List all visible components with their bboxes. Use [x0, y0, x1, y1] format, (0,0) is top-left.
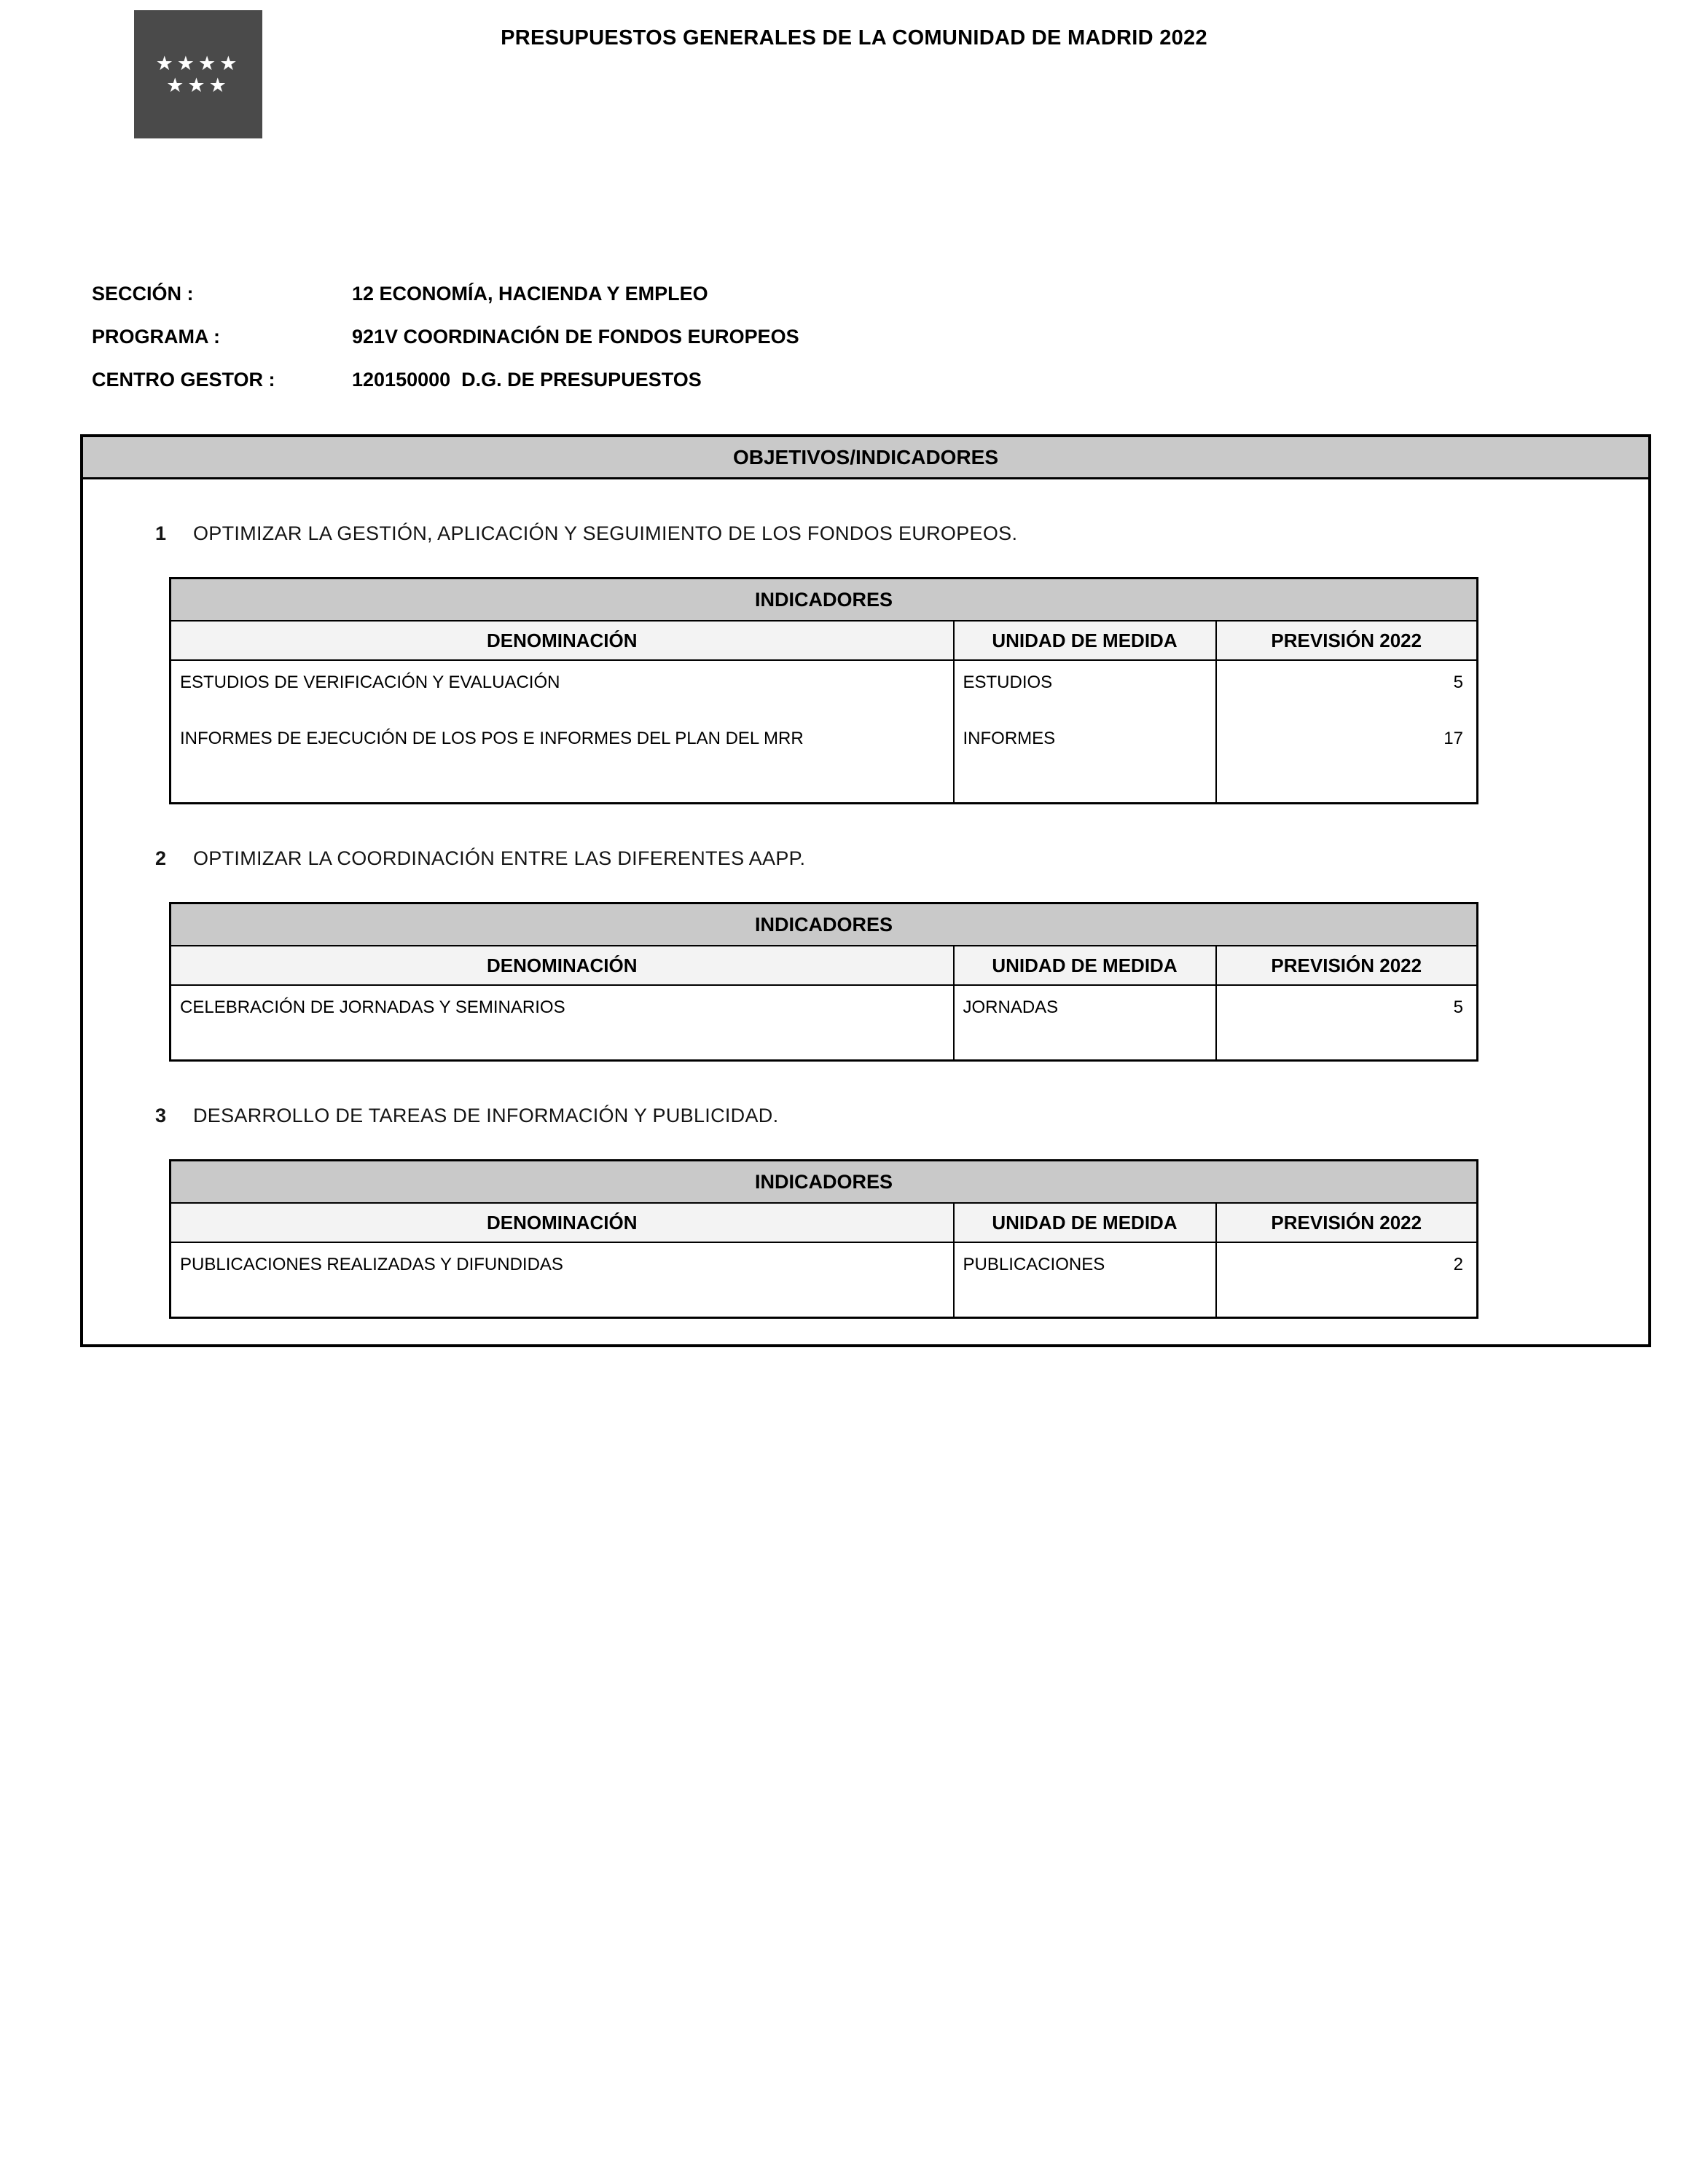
- madrid-stars-icon: [156, 52, 241, 96]
- objective-1-number: 1: [155, 522, 167, 544]
- objective-2-number: 2: [155, 847, 167, 869]
- program-meta: [0, 283, 1708, 412]
- column-prevision-2022: PREVISIÓN 2022: [1216, 1203, 1478, 1242]
- unidad-cell: PUBLICACIONES: [954, 1242, 1216, 1318]
- prevision-cell: 5: [1216, 660, 1478, 717]
- indicators-table-2-title: INDICADORES: [171, 903, 1478, 946]
- denominacion-cell: CELEBRACIÓN DE JORNADAS Y SEMINARIOS: [171, 985, 954, 1061]
- unidad-cell: ESTUDIOS: [954, 660, 1216, 717]
- column-header-row: [171, 621, 1478, 660]
- objectives-box-title: OBJETIVOS/INDICADORES: [83, 437, 1648, 479]
- indicators-title-row: [171, 579, 1478, 622]
- objective-1-text: OPTIMIZAR LA GESTIÓN, APLICACIÓN Y SEGUIMIENTO DE LOS FONDOS EUROPEOS.: [193, 522, 1018, 544]
- indicators-table-2: [169, 902, 1478, 1062]
- indicators-table-3: [169, 1159, 1478, 1319]
- programa-label: PROGRAMA :: [92, 326, 220, 348]
- objective-1-heading: [155, 522, 1648, 545]
- stars-row-bottom: ★★★: [166, 74, 230, 96]
- column-unidad-de-medida: UNIDAD DE MEDIDA: [954, 621, 1216, 660]
- column-header-row: [171, 946, 1478, 985]
- prevision-cell: 2: [1216, 1242, 1478, 1318]
- objectives-indicators-box: [80, 434, 1651, 1347]
- document-header: [0, 0, 1708, 138]
- objective-2: [83, 847, 1648, 1062]
- seccion-value: 12 ECONOMÍA, HACIENDA Y EMPLEO: [352, 283, 708, 305]
- indicator-row: [171, 985, 1478, 1061]
- centro-gestor-value: 120150000 D.G. DE PRESUPUESTOS: [352, 369, 702, 391]
- meta-row-seccion: [92, 283, 1708, 326]
- denominacion-cell: ESTUDIOS DE VERIFICACIÓN Y EVALUACIÓN: [171, 660, 954, 717]
- indicator-row: [171, 660, 1478, 717]
- column-unidad-de-medida: UNIDAD DE MEDIDA: [954, 946, 1216, 985]
- column-prevision-2022: PREVISIÓN 2022: [1216, 946, 1478, 985]
- indicator-row: [171, 717, 1478, 804]
- prevision-cell: 17: [1216, 717, 1478, 804]
- programa-value: 921V COORDINACIÓN DE FONDOS EUROPEOS: [352, 326, 799, 348]
- objective-3-number: 3: [155, 1105, 167, 1126]
- meta-row-centro-gestor: [92, 369, 1708, 412]
- column-unidad-de-medida: UNIDAD DE MEDIDA: [954, 1203, 1216, 1242]
- indicators-table-1-title: INDICADORES: [171, 579, 1478, 622]
- seccion-label: SECCIÓN :: [92, 283, 194, 305]
- column-prevision-2022: PREVISIÓN 2022: [1216, 621, 1478, 660]
- objective-2-heading: [155, 847, 1648, 870]
- column-denominacion: DENOMINACIÓN: [171, 946, 954, 985]
- objective-1: [83, 522, 1648, 804]
- prevision-cell: 5: [1216, 985, 1478, 1061]
- stars-row-top: ★★★★: [155, 52, 241, 74]
- unidad-cell: INFORMES: [954, 717, 1216, 804]
- indicators-table-3-title: INDICADORES: [171, 1161, 1478, 1204]
- column-header-row: [171, 1203, 1478, 1242]
- objective-3: [83, 1104, 1648, 1319]
- indicators-table-1: [169, 577, 1478, 804]
- indicators-title-row: [171, 1161, 1478, 1204]
- unidad-cell: JORNADAS: [954, 985, 1216, 1061]
- column-denominacion: DENOMINACIÓN: [171, 621, 954, 660]
- document-title: PRESUPUESTOS GENERALES DE LA COMUNIDAD DE MADRID 2022: [501, 26, 1207, 50]
- objective-2-text: OPTIMIZAR LA COORDINACIÓN ENTRE LAS DIFERENTES AAPP.: [193, 847, 806, 869]
- madrid-flag-logo: [134, 10, 262, 138]
- objective-3-heading: [155, 1104, 1648, 1127]
- objective-3-text: DESARROLLO DE TAREAS DE INFORMACIÓN Y PUBLICIDAD.: [193, 1105, 779, 1126]
- indicators-title-row: [171, 903, 1478, 946]
- meta-row-programa: [92, 326, 1708, 369]
- column-denominacion: DENOMINACIÓN: [171, 1203, 954, 1242]
- indicator-row: [171, 1242, 1478, 1318]
- denominacion-cell: INFORMES DE EJECUCIÓN DE LOS POS E INFORMES DEL PLAN DEL MRR: [171, 717, 954, 804]
- centro-gestor-label: CENTRO GESTOR :: [92, 369, 275, 391]
- denominacion-cell: PUBLICACIONES REALIZADAS Y DIFUNDIDAS: [171, 1242, 954, 1318]
